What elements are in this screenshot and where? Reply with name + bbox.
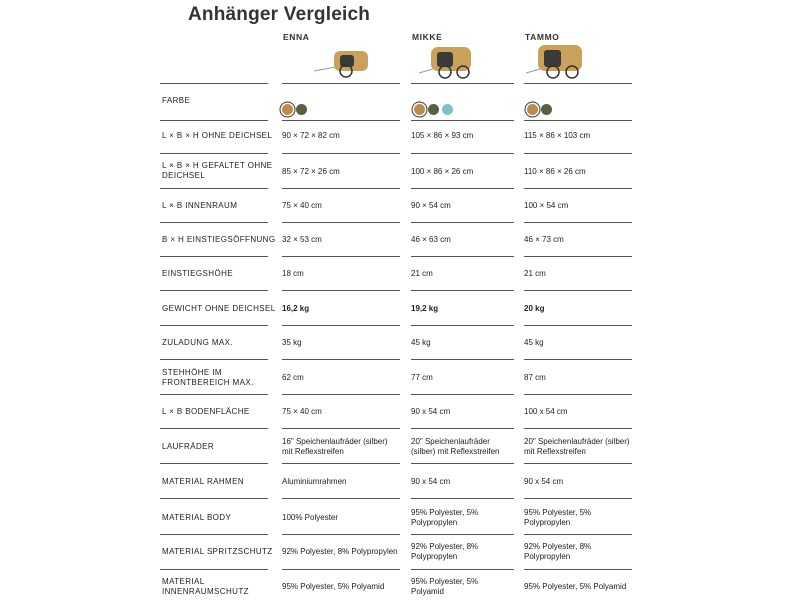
value-tammo: 100 × 54 cm [524,201,569,210]
color-swatch-sand[interactable] [527,104,538,115]
value-tammo: 100 x 54 cm [524,407,568,416]
row-label: GEWICHT OHNE DEICHSEL [162,304,276,313]
value-enna: 95% Polyester, 5% Polyamid [282,582,385,591]
value-tammo: 90 x 54 cm [524,477,564,486]
value-tammo: 95% Polyester, 5% Polypropylen [524,508,592,527]
value-enna: 18 cm [282,269,304,278]
value-enna: 16" Speichenlaufräder (silber) mit Reflexstreifen [282,437,388,456]
row-label: EINSTIEGSHÖHE [162,269,233,278]
product-name-mikke[interactable]: MIKKE [412,32,443,42]
value-mikke: 46 × 63 cm [411,235,451,244]
color-swatch-sand[interactable] [282,104,293,115]
color-swatch-olive[interactable] [541,104,552,115]
value-enna: 32 × 53 cm [282,235,322,244]
value-enna: 16,2 kg [282,304,310,313]
trailer-image-tammo[interactable] [526,43,586,79]
row-label: MATERIAL INNENRAUMSCHUTZ [162,577,249,596]
value-enna: 35 kg [282,338,302,347]
value-mikke: 90 × 54 cm [411,201,451,210]
value-enna: 75 × 40 cm [282,407,322,416]
value-tammo: 46 × 73 cm [524,235,564,244]
trailer-image-mikke[interactable] [417,43,477,79]
row-label: ZULADUNG MAX. [162,338,233,347]
row-label: L × B × H OHNE DEICHSEL [162,131,273,140]
value-tammo: 115 × 86 × 103 cm [524,131,591,140]
page-title: Anhänger Vergleich [188,4,371,25]
value-tammo: 87 cm [524,373,546,382]
value-enna: Aluminiumrahmen [282,477,347,486]
row-label: MATERIAL BODY [162,513,232,522]
value-mikke: 92% Polyester, 8% Polypropylen [411,542,479,561]
color-swatches-enna [282,104,307,115]
value-tammo: 21 cm [524,269,546,278]
product-name-tammo[interactable]: TAMMO [525,32,560,42]
row-label: STEHHÖHE IM FRONTBEREICH MAX. [162,368,254,387]
row-label: LAUFRÄDER [162,442,215,451]
color-swatch-sand[interactable] [414,104,425,115]
color-swatch-olive[interactable] [296,104,307,115]
value-mikke: 90 x 54 cm [411,407,451,416]
value-tammo: 20" Speichenlaufräder (silber) mit Reflexstreifen [524,437,630,456]
value-enna: 75 × 40 cm [282,201,322,210]
value-tammo: 45 kg [524,338,544,347]
product-name-enna[interactable]: ENNA [283,32,310,42]
value-tammo: 92% Polyester, 8% Polypropylen [524,542,592,561]
value-mikke: 95% Polyester, 5% Polyamid [411,577,479,596]
color-swatch-olive[interactable] [428,104,439,115]
row-label: MATERIAL SPRITZSCHUTZ [162,547,273,556]
row-label: L × B BODENFLÄCHE [162,407,250,416]
value-enna: 62 cm [282,373,304,382]
value-mikke: 20" Speichenlaufräder (silber) mit Reflexstreifen [411,437,500,456]
value-mikke: 21 cm [411,269,433,278]
row-label-farbe: FARBE [162,96,191,105]
value-mikke: 19,2 kg [411,304,439,313]
row-label: L × B × H GEFALTET OHNE DEICHSEL [162,161,273,180]
row-label: L × B INNENRAUM [162,201,238,210]
row-label: B × H EINSTIEGSÖFFNUNG [162,235,276,244]
value-mikke: 90 x 54 cm [411,477,451,486]
value-enna: 85 × 72 × 26 cm [282,167,340,176]
value-enna: 92% Polyester, 8% Polypropylen [282,547,398,556]
row-label: MATERIAL RAHMEN [162,477,245,486]
color-swatch-aqua[interactable] [442,104,453,115]
value-mikke: 77 cm [411,373,433,382]
value-tammo: 95% Polyester, 5% Polyamid [524,582,627,591]
trailer-image-enna[interactable] [312,43,372,79]
value-mikke: 100 × 86 × 26 cm [411,167,474,176]
value-enna: 100% Polyester [282,513,339,522]
value-mikke: 45 kg [411,338,431,347]
value-tammo: 110 × 86 × 26 cm [524,167,586,176]
value-enna: 90 × 72 × 82 cm [282,131,340,140]
value-mikke: 105 × 86 × 93 cm [411,131,474,140]
color-swatches-mikke [414,104,453,115]
color-swatches-tammo [527,104,552,115]
value-mikke: 95% Polyester, 5% Polypropylen [411,508,479,527]
value-tammo: 20 kg [524,304,545,313]
